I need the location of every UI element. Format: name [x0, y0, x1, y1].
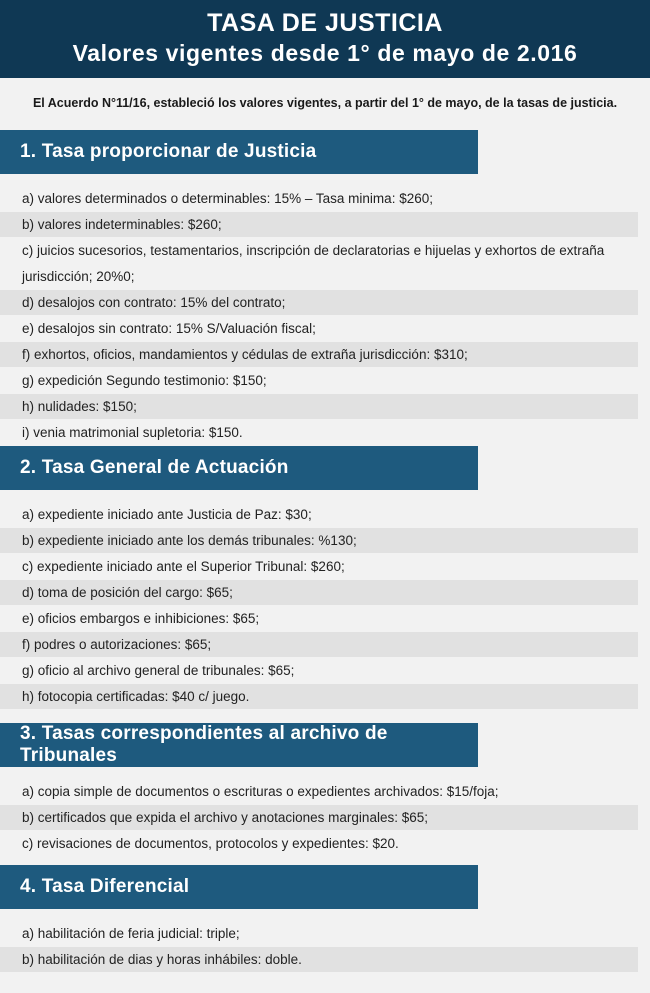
item-list: [0, 779, 650, 856]
list-item: g) expedición Segundo testimonio: $150;: [22, 373, 267, 388]
section-tasa-proporcional: [0, 130, 650, 446]
title-banner: [0, 0, 650, 78]
section-title: 1. Tasa proporcionar de Justicia: [0, 130, 478, 174]
list-item: b) valores indeterminables: $260;: [0, 212, 638, 237]
list-item: h) nulidades: $150;: [0, 394, 638, 419]
list-item: a) habilitación de feria judicial: triple;: [22, 926, 240, 941]
list-item: e) oficios embargos e inhibiciones: $65;: [22, 611, 260, 626]
list-item: i) venia matrimonial supletoria: $150.: [22, 425, 243, 440]
section-tasa-general: [0, 446, 650, 710]
list-item: c) expediente iniciado ante el Superior Tribunal: $260;: [22, 559, 345, 574]
list-item: b) expediente iniciado ante los demás tribunales: %130;: [0, 528, 638, 553]
item-list: [0, 921, 650, 972]
page-subtitle: Valores vigentes desde 1° de mayo de 2.016: [72, 40, 578, 66]
section-title: 2. Tasa General de Actuación: [0, 446, 478, 490]
page-title: TASA DE JUSTICIA: [207, 9, 443, 37]
section-title: 3. Tasas correspondientes al archivo de Tribunales: [0, 723, 478, 767]
list-item: g) oficio al archivo general de tribunales: $65;: [22, 663, 295, 678]
section-title: 4. Tasa Diferencial: [0, 865, 478, 909]
list-item: f) podres o autorizaciones: $65;: [0, 632, 638, 657]
list-item: f) exhortos, oficios, mandamientos y cédulas de extraña jurisdicción: $310;: [0, 342, 638, 367]
list-item: c) juicios sucesorios, testamentarios, inscripción de declaratorias e hijuelas y exhortos de extraña jurisdicción; 20%0;: [22, 243, 605, 284]
list-item: a) copia simple de documentos o escrituras o expedientes archivados: $15/foja;: [22, 784, 499, 799]
list-item: e) desalojos sin contrato: 15% S/Valuación fiscal;: [22, 321, 316, 336]
list-item: a) valores determinados o determinables: 15% – Tasa minima: $260;: [22, 191, 433, 206]
list-item: a) expediente iniciado ante Justicia de Paz: $30;: [22, 507, 312, 522]
list-item: b) certificados que expida el archivo y anotaciones marginales: $65;: [0, 805, 638, 830]
section-tasas-archivo: [0, 723, 650, 857]
list-item: d) toma de posición del cargo: $65;: [0, 580, 638, 605]
list-item: d) desalojos con contrato: 15% del contrato;: [0, 290, 638, 315]
list-item: c) revisaciones de documentos, protocolos y expedientes: $20.: [22, 836, 399, 851]
list-item: h) fotocopia certificadas: $40 c/ juego.: [0, 684, 638, 709]
item-list: [0, 186, 650, 445]
item-list: [0, 502, 650, 709]
list-item: b) habilitación de dias y horas inhábiles: doble.: [0, 947, 638, 972]
intro-text: El Acuerdo N°11/16, estableció los valores vigentes, a partir del 1° de mayo, de la tasas de justicia.: [32, 96, 618, 110]
section-tasa-diferencial: [0, 865, 650, 973]
